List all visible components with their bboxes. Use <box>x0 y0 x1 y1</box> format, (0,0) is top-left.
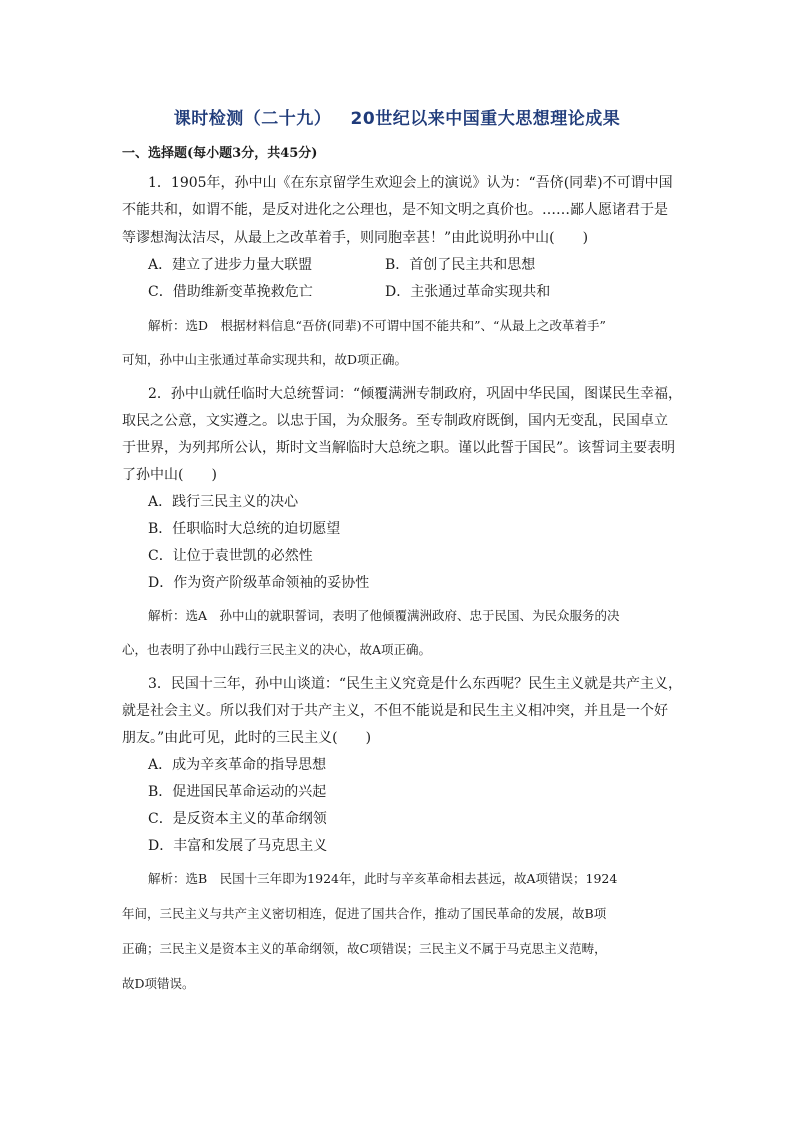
question-2-option-b: B．任职临时大总统的迫切愿望 <box>148 521 341 537</box>
question-1-explanation-line-1: 解析：选D 根据材料信息“吾侪(同辈)不可谓中国不能共和”、“从最上之改革着手” <box>148 318 606 333</box>
question-3-option-c: C．是反资本主义的革命纲领 <box>148 811 327 827</box>
question-1-line-3: 等谬想淘汰洁尽，从最上之改革着手，则同胞幸甚！”由此说明孙中山( ) <box>122 230 589 246</box>
question-1-option-d: D．主张通过革命实现共和 <box>385 284 551 300</box>
question-2-explanation-line-2: 心，也表明了孙中山践行三民主义的决心，故A项正确。 <box>122 642 432 657</box>
question-2-line-3: 于世界，为列邦所公认，斯时文当解临时大总统之职。谨以此誓于国民”。该誓词主要表明 <box>122 440 676 456</box>
question-3-explanation-line-1: 解析：选B 民国十三年即为1924年，此时与辛亥革命相去甚远，故A项错误；1924 <box>148 871 618 886</box>
question-1-option-a: A．建立了进步力量大联盟 <box>148 257 313 273</box>
question-1-option-c: C．借助维新变革挽救危亡 <box>148 284 313 300</box>
question-3-line-2: 就是社会主义。所以我们对于共产主义，不但不能说是和民生主义相冲突，并且是一个好 <box>122 703 668 719</box>
question-2-option-d: D．作为资产阶级革命领袖的妥协性 <box>148 575 370 591</box>
question-3-line-1: 3．民国十三年，孙中山谈道：“民生主义究竟是什么东西呢？民生主义就是共产主义， <box>148 676 683 692</box>
question-2-line-1: 2．孙中山就任临时大总统誓词：“倾覆满洲专制政府，巩固中华民国，图谋民生幸福， <box>148 386 683 402</box>
question-3-explanation-line-3: 正确；三民主义是资本主义的革命纲领，故C项错误；三民主义不属于马克思主义范畴， <box>122 941 607 956</box>
question-1-option-b: B．首创了民主共和思想 <box>385 257 536 273</box>
question-3-explanation-line-4: 故D项错误。 <box>122 976 195 991</box>
question-2-option-c: C．让位于袁世凯的必然性 <box>148 548 313 564</box>
question-2-line-4: 了孙中山( ) <box>122 467 217 483</box>
question-1-line-1: 1．1905年，孙中山《在东京留学生欢迎会上的演说》认为：“吾侪(同辈)不可谓中国 <box>148 175 673 191</box>
question-3-option-a: A．成为辛亥革命的指导思想 <box>148 757 327 773</box>
question-3-explanation-line-2: 年间，三民主义与共产主义密切相连，促进了国共合作，推动了国民革命的发展，故B项 <box>122 906 607 921</box>
question-2-explanation-line-1: 解析：选A 孙中山的就职誓词，表明了他倾覆满洲政府、忠于民国、为民众服务的决 <box>148 608 620 623</box>
question-2-option-a: A．践行三民主义的决心 <box>148 494 299 510</box>
question-3-option-b: B．促进国民革命运动的兴起 <box>148 784 327 800</box>
question-2-line-2: 取民之公意，文实遵之。以忠于国，为众服务。至专制政府既倒，国内无变乱，民国卓立 <box>122 413 668 429</box>
page-title: 课时检测（二十九） 20世纪以来中国重大思想理论成果 <box>173 109 621 129</box>
section-heading: 一、选择题(每小题3分，共45分) <box>122 146 318 161</box>
question-1-line-2: 不能共和，如谓不能，是反对进化之公理也，是不知文明之真价也。……鄙人愿诸君于是 <box>122 202 668 218</box>
question-3-line-3: 朋友。”由此可见，此时的三民主义( ) <box>122 730 372 746</box>
question-3-option-d: D．丰富和发展了马克思主义 <box>148 838 328 854</box>
question-1-explanation-line-2: 可知，孙中山主张通过革命实现共和，故D项正确。 <box>122 352 408 367</box>
